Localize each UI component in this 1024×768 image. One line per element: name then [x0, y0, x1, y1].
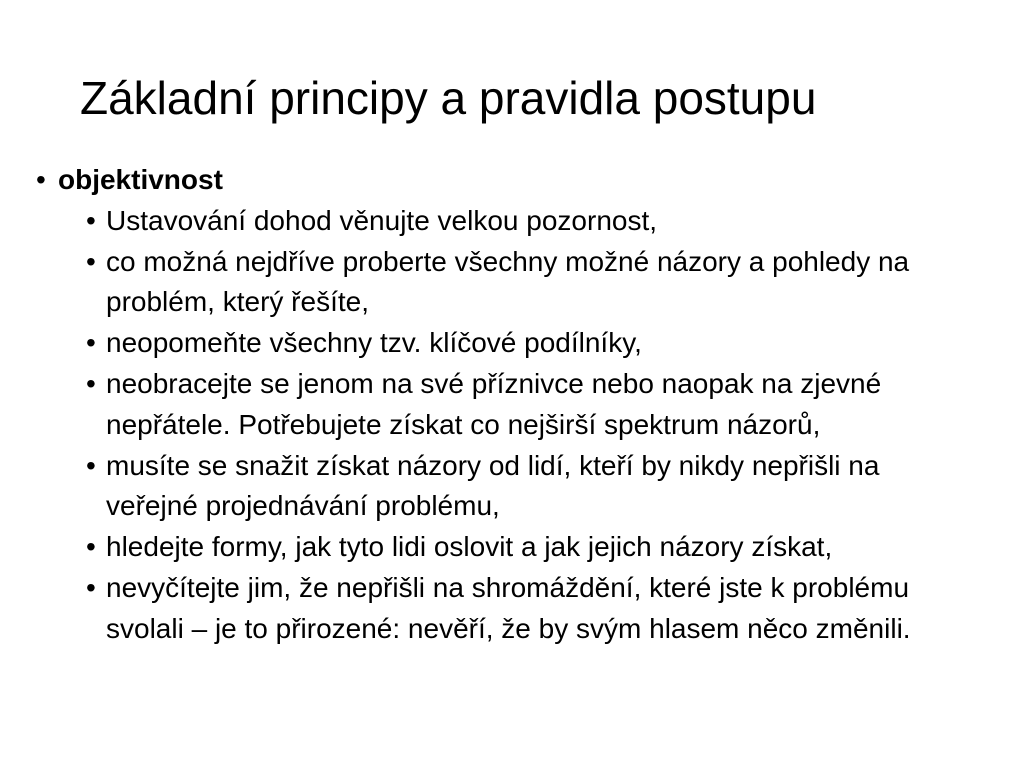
list-item-text: nevyčítejte jim, že nepřišli na shromáždění, které jste k problému svolali – je to přirozené: nevěří, že by svým hlasem něco změnili. [106, 571, 911, 644]
list-item-text: hledejte formy, jak tyto lidi oslovit a jak jejich názory získat, [106, 531, 833, 563]
list-item-text: neopomeňte všechny tzv. klíčové podílníky, [106, 327, 642, 359]
bullet-icon: • [86, 449, 96, 481]
list-item-text: musíte se snažit získat názory od lidí, kteří by nikdy nepřišli na veřejné projednávání problému, [106, 449, 880, 522]
list-item-text: co možná nejdříve proberte všechny možné názory a pohledy na problém, který řešíte, [106, 245, 910, 318]
bullet-icon: • [36, 164, 46, 195]
list-item [86, 201, 946, 242]
list-item-text: neobracejte se jenom na své příznivce nebo naopak na zjevné nepřátele. Potřebujete získat co nejširší spektrum názorů, [106, 367, 882, 440]
bullet-icon: • [86, 327, 96, 359]
list-item-text: Ustavování dohod věnujte velkou pozornost, [106, 204, 658, 236]
bullet-icon: • [86, 571, 96, 603]
bullet-icon: • [86, 204, 96, 236]
section-objektivnost [36, 160, 996, 650]
list-item [86, 323, 946, 364]
bullet-list [36, 160, 996, 650]
list-item [86, 568, 946, 650]
list-item [86, 364, 946, 446]
sub-bullet-list [86, 201, 946, 650]
bullet-icon: • [86, 531, 96, 563]
list-item [86, 242, 946, 324]
bullet-icon: • [86, 367, 96, 399]
section-label: objektivnost [58, 164, 223, 195]
bullet-icon: • [86, 245, 96, 277]
slide-title: Základní principy a pravidla postupu [80, 72, 817, 124]
list-item [86, 446, 946, 528]
list-item [86, 527, 946, 568]
